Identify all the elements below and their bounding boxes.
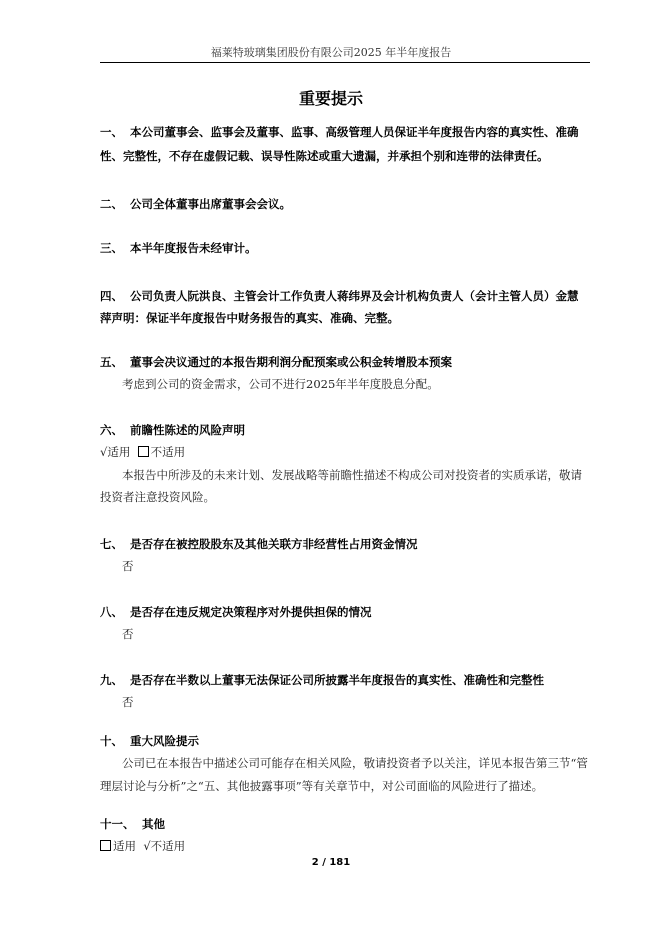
section-3-heading: 三、 本半年度报告未经审计。 (100, 241, 257, 255)
page-header: 福莱特玻璃集团股份有限公司2025 年半年度报告 (210, 46, 452, 59)
section-7-heading: 七、 是否存在被控股股东及其他关联方非经营性占用资金情况 (100, 537, 418, 551)
not-applicable-label: 不适用 (150, 445, 186, 459)
section-1-continuation: 性、完整性，不存在虚假记载、误导性陈述或重大遗漏，并承担个别和连带的法律责任。 (100, 149, 549, 163)
section-10-heading: 十、 重大风险提示 (100, 734, 199, 748)
checkbox-icon (138, 446, 149, 457)
not-applicable-checked: √不适用 (143, 839, 186, 853)
header-divider (100, 62, 590, 63)
section-5-body: 考虑到公司的资金需求，公司不进行2025年半年度股息分配。 (122, 377, 439, 391)
applicable-checked: √适用 (100, 445, 131, 459)
section-6-body-line2: 投资者注意投资风险。 (100, 490, 215, 504)
section-11-heading: 十一、 其他 (100, 817, 165, 831)
section-1-heading: 一、 本公司董事会、监事会及董事、监事、高级管理人员保证半年度报告内容的真实性、准确 (100, 125, 579, 139)
section-8-heading: 八、 是否存在违反规定决策程序对外提供担保的情况 (100, 605, 372, 619)
section-4-continuation: 萍声明：保证半年度报告中财务报告的真实、准确、完整。 (100, 311, 399, 325)
page-title: 重要提示 (298, 89, 363, 108)
section-11-applicability (100, 838, 185, 854)
section-2-heading: 二、 公司全体董事出席董事会会议。 (100, 197, 291, 211)
section-5-heading: 五、 董事会决议通过的本报告期利润分配预案或公积金转增股本预案 (100, 355, 452, 369)
section-10-body-line1: 公司已在本报告中描述公司可能存在相关风险，敬请投资者予以关注，详见本报告第三节“管 (122, 756, 588, 770)
section-8-answer: 否 (122, 627, 134, 641)
page-number: 2 / 181 (311, 857, 351, 868)
applicable-label: 适用 (113, 839, 136, 853)
section-7-answer: 否 (122, 559, 134, 573)
section-6-heading: 六、 前瞻性陈述的风险声明 (100, 423, 245, 437)
section-4-heading: 四、 公司负责人阮洪良、主管会计工作负责人蒋纬界及会计机构负责人（会计主管人员）金慧 (100, 289, 579, 303)
section-9-heading: 九、 是否存在半数以上董事无法保证公司所披露半年度报告的真实性、准确性和完整性 (100, 673, 544, 687)
section-6-body-line1: 本报告中所涉及的未来计划、发展战略等前瞻性描述不构成公司对投资者的实质承诺，敬请 (122, 468, 582, 482)
section-9-answer: 否 (122, 695, 134, 709)
section-6-applicability (100, 444, 185, 460)
section-10-body-line2: 理层讨论与分析”之“五、其他披露事项”等有关章节中，对公司面临的风险进行了描述。 (100, 779, 544, 793)
checkbox-icon (100, 840, 111, 851)
